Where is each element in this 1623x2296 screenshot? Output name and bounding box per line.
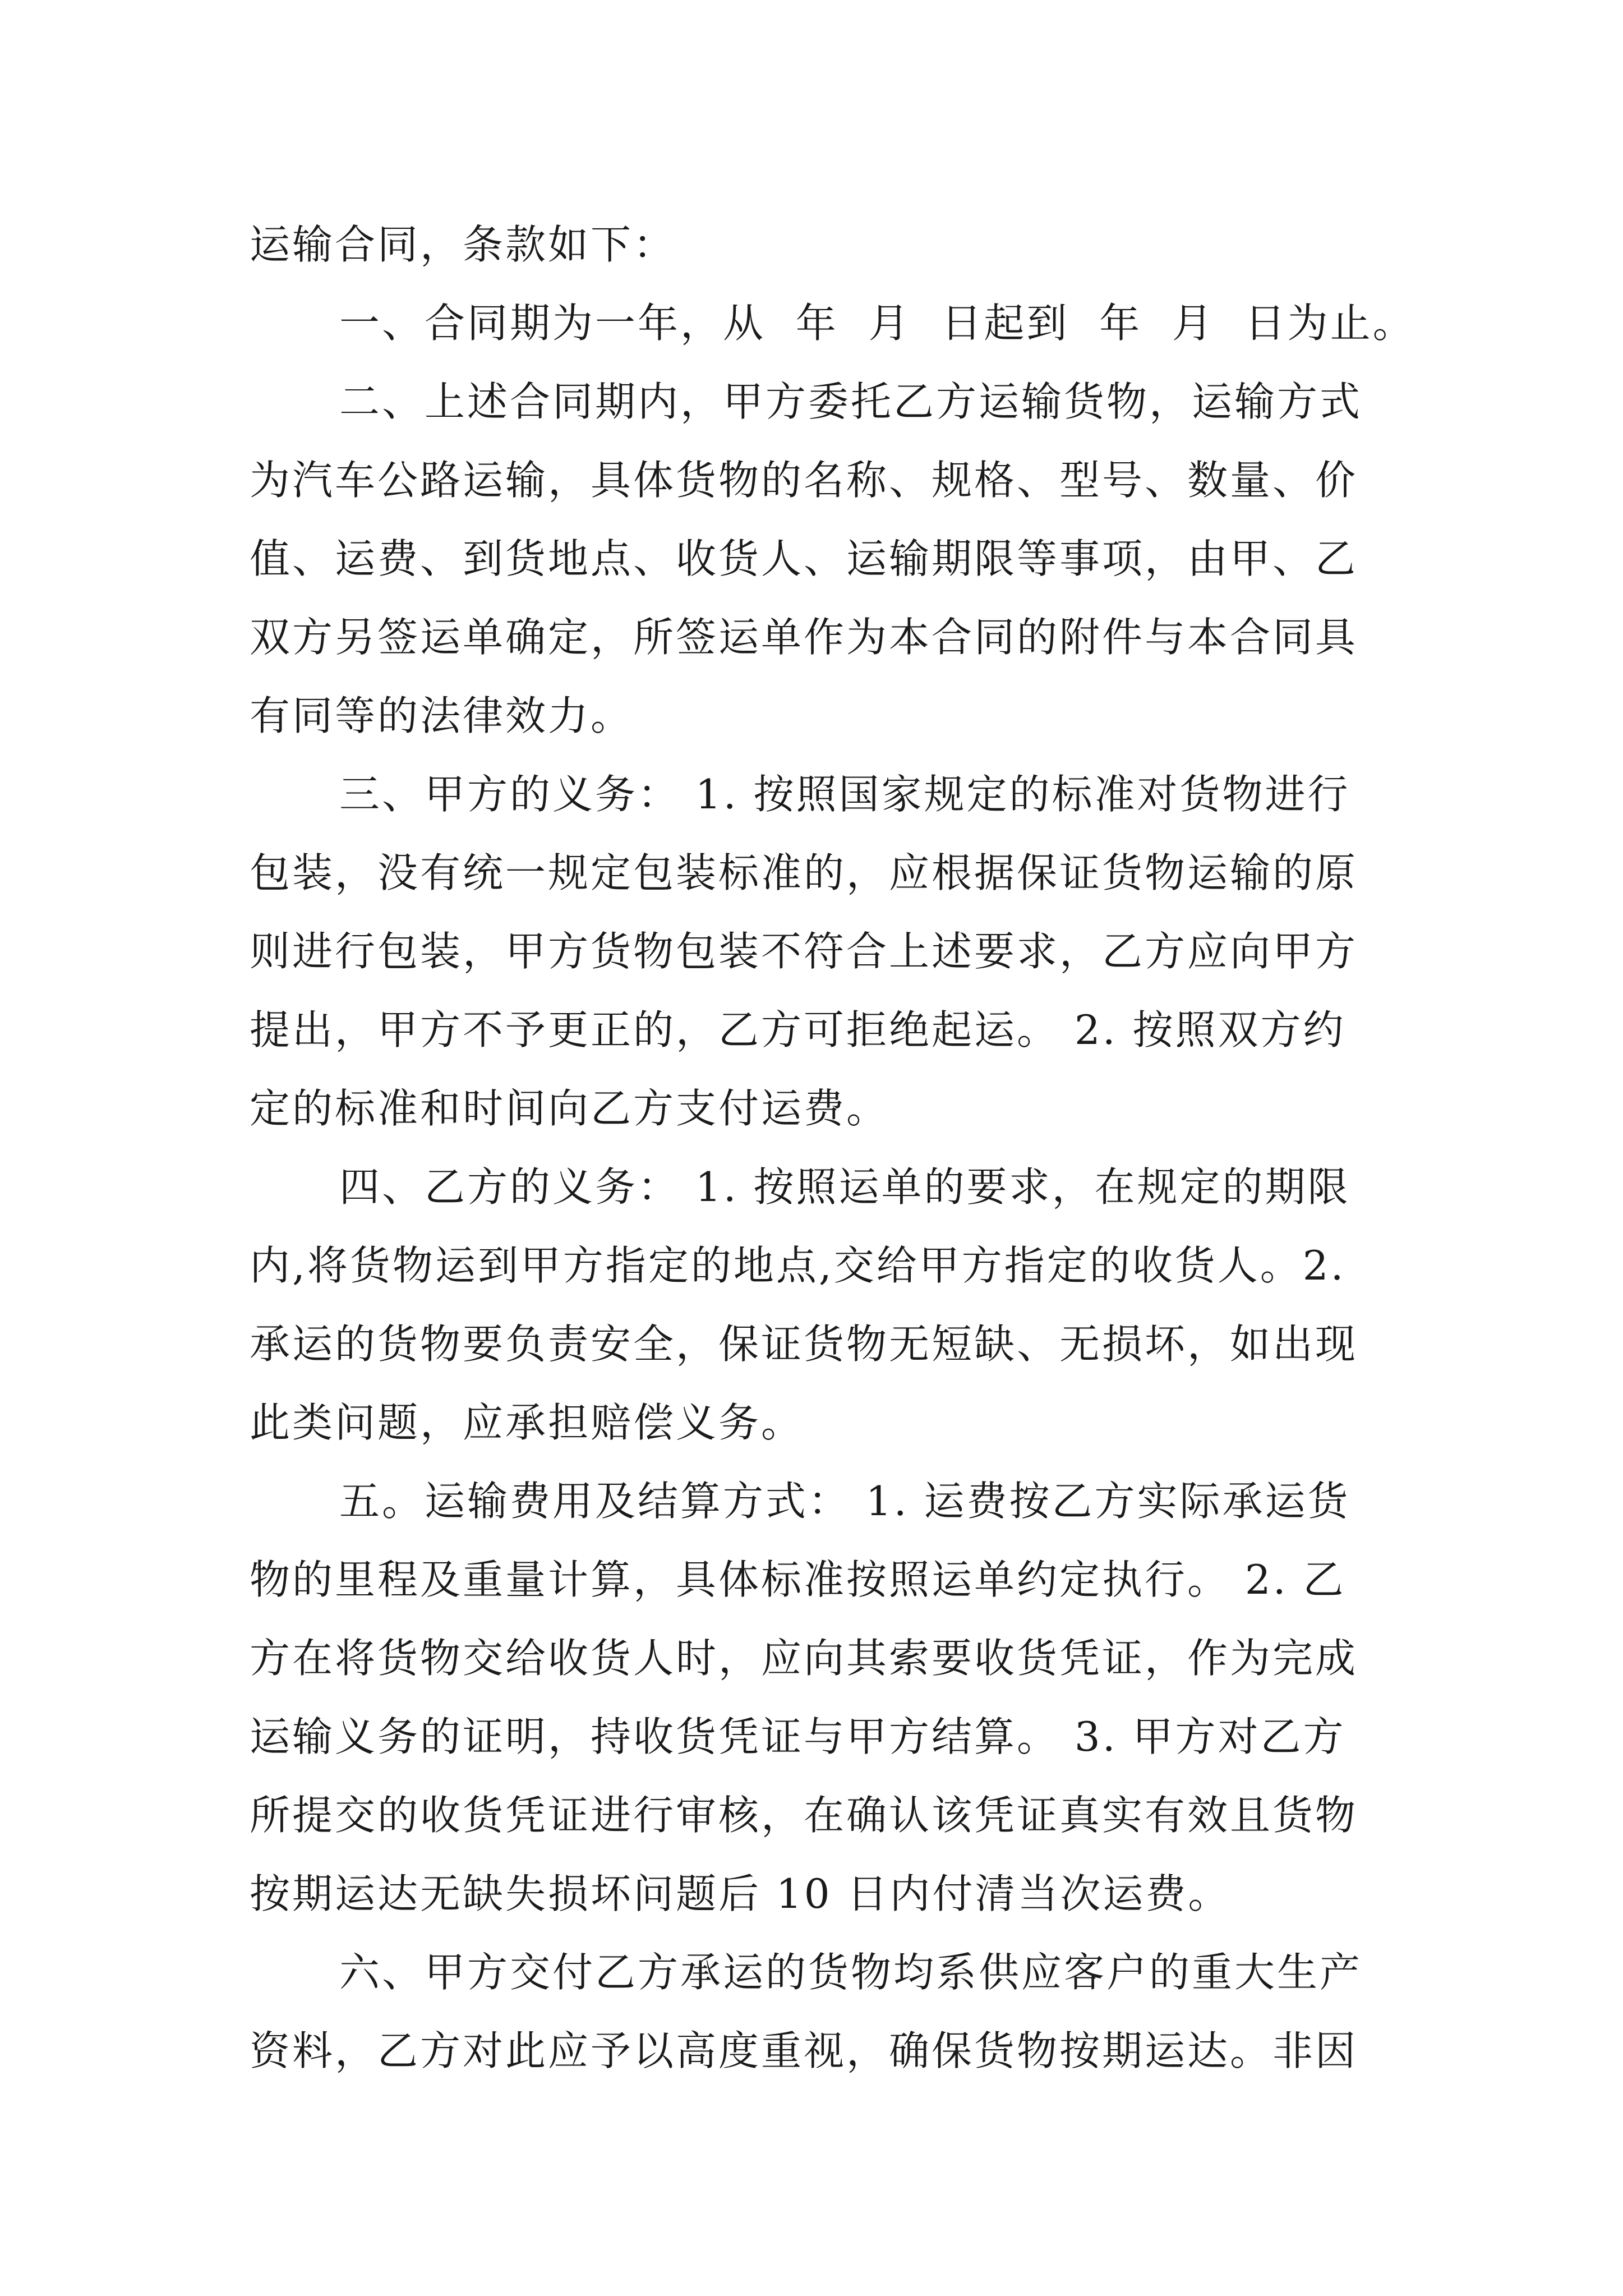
- clause-3-line-2: 包装，没有统一规定包装标准的，应根据保证货物运输的原: [250, 849, 1358, 896]
- clause-2-line-1: 二、上述合同期内，甲方委托乙方运输货物，运输方式: [339, 378, 1363, 425]
- clause-5-line-2: 物的里程及重量计算，具体标准按照运单约定执行。 2. 乙: [250, 1556, 1346, 1603]
- clause-6-line-1: 六、甲方交付乙方承运的货物均系供应客户的重大生产: [339, 1949, 1363, 1996]
- clause-4-line-3: 承运的货物要负责安全，保证货物无短缺、无损坏，如出现: [250, 1320, 1358, 1368]
- clause-5-line-6: 按期运达无缺失损坏问题后 10 日内付清当次运费。: [250, 1870, 1231, 1917]
- clause-3-line-5: 定的标准和时间向乙方支付运费。: [250, 1085, 889, 1132]
- text-line-1: 运输合同，条款如下：: [250, 221, 676, 268]
- clause-5-line-1: 五。运输费用及结算方式： 1. 运费按乙方实际承运货: [339, 1478, 1350, 1525]
- clause-1-line-1: 一、合同期为一年，从 年 月 日起到 年 月 日为止。: [339, 300, 1415, 347]
- clause-4-line-2: 内,将货物运到甲方指定的地点,交给甲方指定的收货人。2.: [250, 1242, 1346, 1289]
- clause-6-line-2: 资料，乙方对此应予以高度重视，确保货物按期运达。非因: [250, 2027, 1358, 2074]
- clause-4-line-4: 此类问题，应承担赔偿义务。: [250, 1399, 804, 1446]
- clause-5-line-3: 方在将货物交给收货人时，应向其索要收货凭证，作为完成: [250, 1635, 1358, 1682]
- clause-2-line-4: 双方另签运单确定，所签运单作为本合同的附件与本合同具: [250, 614, 1358, 661]
- clause-4-line-1: 四、乙方的义务： 1. 按照运单的要求，在规定的期限: [339, 1163, 1350, 1211]
- clause-3-line-1: 三、甲方的义务： 1. 按照国家规定的标准对货物进行: [339, 771, 1350, 818]
- clause-2-line-3: 值、运费、到货地点、收货人、运输期限等事项，由甲、乙: [250, 535, 1358, 582]
- clause-3-line-4: 提出，甲方不予更正的，乙方可拒绝起运。 2. 按照双方约: [250, 1006, 1346, 1053]
- clause-5-line-5: 所提交的收货凭证进行审核，在确认该凭证真实有效且货物: [250, 1792, 1358, 1839]
- clause-2-line-5: 有同等的法律效力。: [250, 692, 634, 739]
- clause-2-line-2: 为汽车公路运输，具体货物的名称、规格、型号、数量、价: [250, 457, 1358, 504]
- clause-5-line-4: 运输义务的证明，持收货凭证与甲方结算。 3. 甲方对乙方: [250, 1713, 1346, 1760]
- clause-3-line-3: 则进行包装，甲方货物包装不符合上述要求，乙方应向甲方: [250, 928, 1358, 975]
